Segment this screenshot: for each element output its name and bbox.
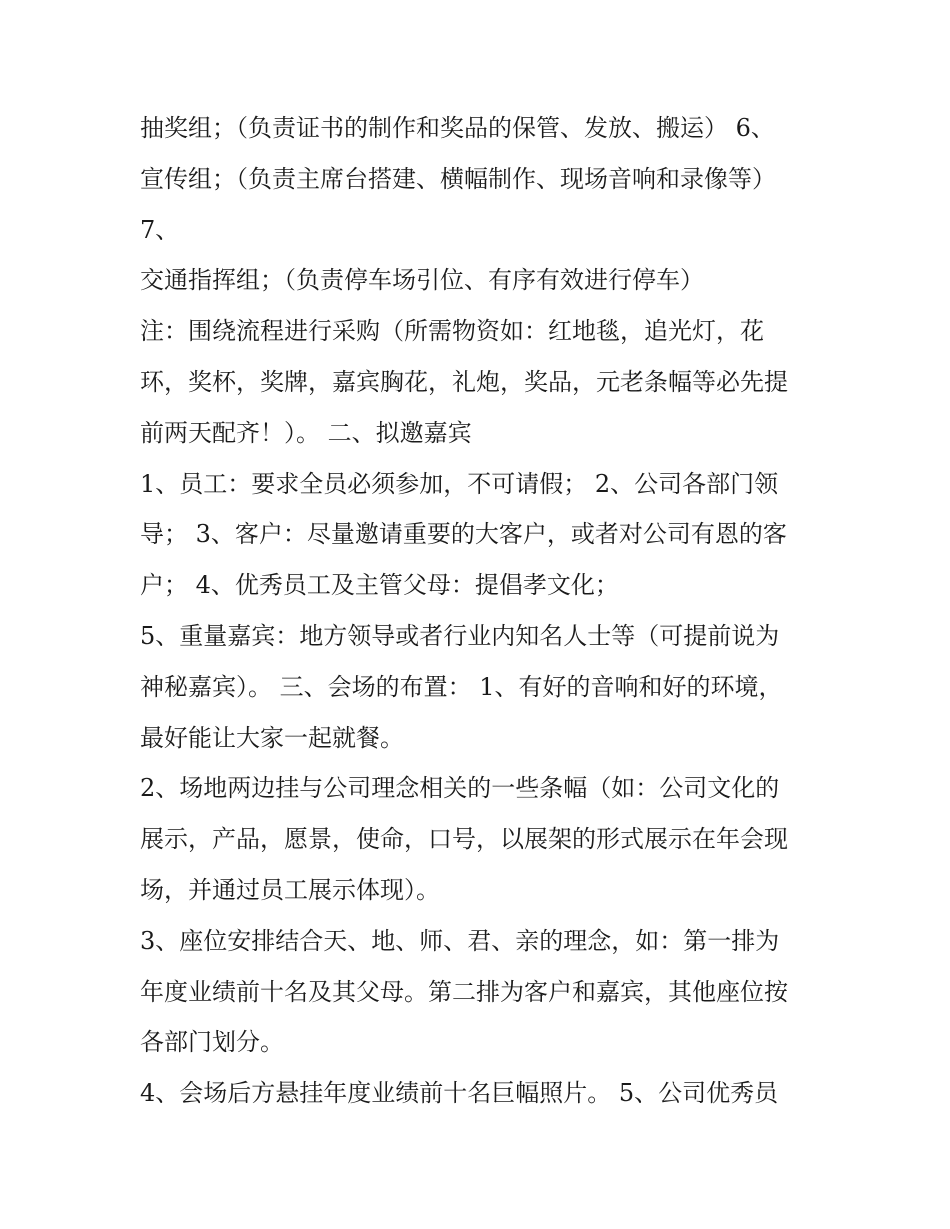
text-line-17: 3、座位安排结合天、地、师、君、亲的理念，如：第一排为: [140, 926, 780, 955]
text-line-16: 场，并通过员工展示体现）。: [140, 875, 440, 904]
document-page: [140, 103, 820, 1119]
text-line-12: 神秘嘉宾）。 三、会场的布置： 1、有好的音响和好的环境，: [140, 672, 783, 701]
text-line-8: 1、员工：要求全员必须参加，不可请假； 2、公司各部门领: [140, 469, 779, 498]
text-line-5: 注：围绕流程进行采购（所需物资如：红地毯，追光灯，花: [140, 317, 764, 346]
text-line-15: 展示，产品，愿景，使命，口号，以展架的形式展示在年会现: [140, 825, 788, 854]
text-line-10: 户； 4、优秀员工及主管父母：提倡孝文化；: [140, 571, 619, 600]
text-line-13: 最好能让大家一起就餐。: [140, 723, 404, 752]
text-line-19: 各部门划分。: [140, 1028, 284, 1057]
text-line-9: 导； 3、客户：尽量邀请重要的大客户，或者对公司有恩的客: [140, 520, 787, 549]
text-line-11: 5、重量嘉宾：地方领导或者行业内知名人士等（可提前说为: [140, 621, 780, 650]
text-line-4: 交通指挥组；（负责停车场引位、有序有效进行停车）: [140, 266, 704, 295]
text-line-18: 年度业绩前十名及其父母。第二排为客户和嘉宾，其他座位按: [140, 977, 788, 1006]
text-line-7: 前两天配齐！）。 二、拟邀嘉宾: [140, 418, 472, 447]
text-line-6: 环，奖杯，奖牌，嘉宾胸花，礼炮，奖品，元老条幅等必先提: [140, 367, 788, 396]
text-line-3: 7、: [140, 215, 180, 244]
text-line-2: 宣传组；（负责主席台搭建、横幅制作、现场音响和录像等）: [140, 164, 776, 193]
text-line-1: 抽奖组；（负责证书的制作和奖品的保管、发放、搬运） 6、: [140, 114, 775, 142]
text-line-20: 4、会场后方悬挂年度业绩前十名巨幅照片。 5、公司优秀员: [140, 1079, 779, 1108]
text-line-14: 2、场地两边挂与公司理念相关的一些条幅（如：公司文化的: [140, 774, 780, 803]
